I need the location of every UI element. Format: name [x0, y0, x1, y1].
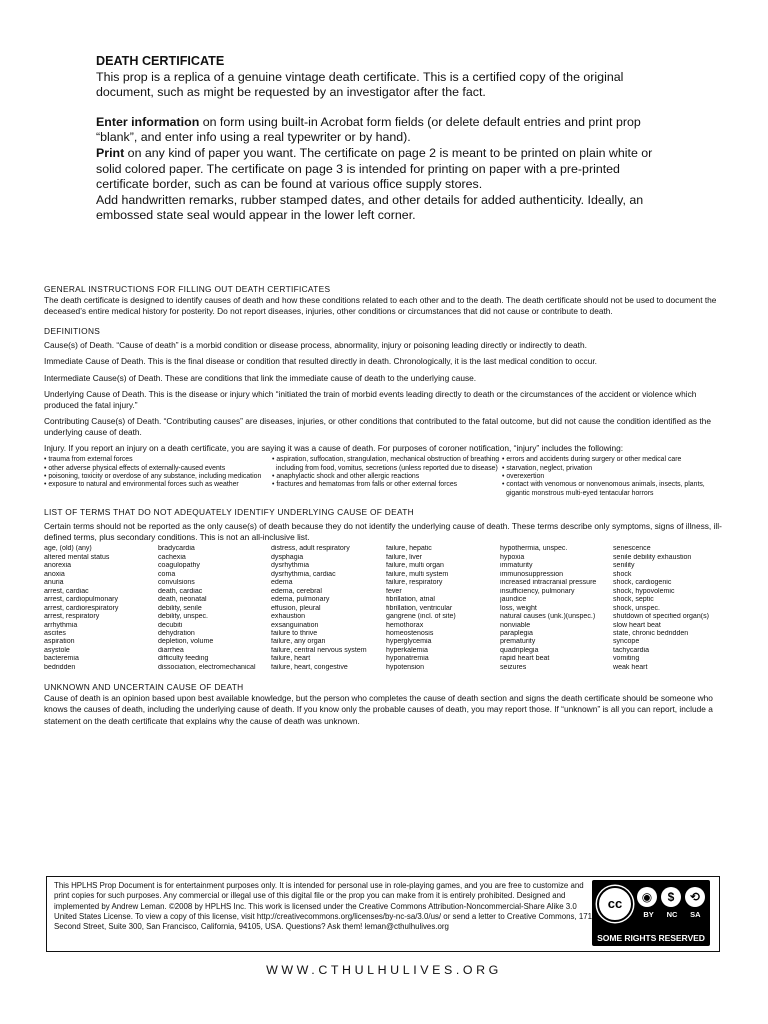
term-item: dissociation, electromechanical — [158, 663, 256, 671]
unknown-text: Cause of death is an opinion based upon best available knowledge, but the person who completes the cause of death section and signs the death certificate should be someone who knows the causes of death, including the underlying cause of death. If you know only the probable causes of death, you may report those. If “unknown” is all you can report, include a statement on the death certificate that explains why the cause of death was unknown. — [44, 693, 713, 726]
term-item: altered mental status — [44, 553, 110, 561]
term-item: senility — [613, 562, 635, 570]
term-item: bedridden — [44, 663, 76, 671]
term-item: bacteremia — [44, 655, 79, 663]
terms-heading: LIST OF TERMS THAT DO NOT ADEQUATELY IDENTIFY UNDERLYING CAUSE OF DEATH — [44, 507, 414, 518]
term-item: dysrhythmia — [271, 562, 309, 570]
enter-label: Enter information — [96, 114, 200, 129]
term-item: rapid heart beat — [500, 655, 550, 663]
term-item: paraplegia — [500, 629, 533, 637]
print-label: Print — [96, 145, 125, 160]
term-item: failure, central nervous system — [271, 646, 367, 654]
term-item: age, (old) (any) — [44, 545, 92, 553]
term-item: shock, hypovolemic — [613, 587, 675, 595]
general-heading: GENERAL INSTRUCTIONS FOR FILLING OUT DEATH CERTIFICATES — [44, 284, 331, 294]
terms-column — [500, 545, 613, 672]
term-item: hypothermia, unspec. — [500, 545, 568, 553]
term-item: state, chronic bedridden — [613, 629, 689, 637]
term-item: bradycardia — [158, 545, 195, 553]
term-item: convulsions — [158, 579, 195, 587]
term-item: death, neonatal — [158, 596, 207, 604]
definition-item: Contributing Cause(s) of Death. “Contributing causes” are diseases, injuries, or other conditions that contributed to the fatal outcome, but did not cause the condition identified as the underlying cause of death. — [44, 415, 711, 437]
by-label: BY — [643, 910, 654, 919]
term-item: arrest, respiratory — [44, 613, 100, 621]
creative-commons-badge[interactable] — [592, 880, 710, 946]
term-item: failure to thrive — [271, 629, 318, 637]
term-item: edema — [271, 579, 293, 587]
term-item: debility, senile — [158, 604, 202, 612]
injury-bullet: • poisoning, toxicity or overdose of any substance, including medication — [44, 472, 262, 480]
term-item: syncope — [613, 638, 640, 646]
term-item: arrest, cardiorespiratory — [44, 604, 119, 612]
term-item: slow heart beat — [613, 621, 661, 629]
terms-column — [158, 545, 271, 672]
term-item: shock, unspec. — [613, 604, 661, 612]
term-item: failure, multi organ — [386, 562, 444, 570]
term-item: anuria — [44, 579, 64, 587]
terms-column — [386, 545, 500, 672]
injury-bullet: • trauma from external forces — [44, 456, 133, 464]
term-item: prematurity — [500, 638, 536, 646]
term-item: shock, cardiogenic — [613, 579, 672, 587]
terms-column — [613, 545, 724, 672]
injury-bullet: • contact with venomous or nonvenomous animals, insects, plants, gigantic monstrous multi-eyed tentacular horrors — [502, 481, 705, 497]
term-item: fever — [386, 587, 402, 595]
term-item: hemothorax — [386, 621, 424, 629]
sa-label: SA — [690, 910, 701, 919]
term-item: arrest, cardiopulmonary — [44, 596, 119, 604]
term-item: senile debility exhaustion — [613, 553, 692, 561]
definition-item: Cause(s) of Death. “Cause of death” is a morbid condition or disease process, abnormality, injury or poisoning leading directly or indirectly to death. — [44, 340, 587, 351]
term-item: senescence — [613, 545, 651, 553]
term-item: difficulty feeding — [158, 655, 209, 663]
intro-section — [96, 54, 676, 224]
term-item: hyperkalemia — [386, 646, 428, 654]
term-item: increased intracranial pressure — [500, 579, 597, 587]
term-item: debility, unspec. — [158, 613, 209, 621]
general-text: The death certificate is designed to identify causes of death and how these conditions related to each other and to the death. The death certificate should not be used to document the deceased’s entire medical history for posterity. Do not report diseases, injuries, other conditions or circumstances that did not cause or contribute to death. — [44, 295, 717, 317]
term-item: arrest, cardiac — [44, 587, 89, 595]
term-item: quadriplegia — [500, 646, 539, 654]
term-item: failure, heart — [271, 655, 311, 663]
term-item: asystole — [44, 646, 70, 654]
unknown-heading: UNKNOWN AND UNCERTAIN CAUSE OF DEATH — [44, 682, 244, 693]
attribution-icon: ◉ — [637, 887, 657, 907]
term-item: weak heart — [613, 663, 648, 671]
term-item: effusion, pleural — [271, 604, 321, 612]
term-item: nonviable — [500, 621, 531, 629]
term-item: dysphagia — [271, 553, 304, 561]
term-item: failure, any organ — [271, 638, 326, 646]
term-item: fibrillation, ventricular — [386, 604, 453, 612]
term-item: anoxia — [44, 570, 65, 578]
term-item: loss, weight — [500, 604, 537, 612]
injury-bullet: • errors and accidents during surgery or other medical care — [502, 456, 682, 464]
term-item: failure, liver — [386, 553, 423, 561]
term-item: edema, pulmonary — [271, 596, 330, 604]
term-item: shutdown of specified organ(s) — [613, 613, 709, 621]
terms-list — [44, 545, 724, 672]
term-item: decubiti — [158, 621, 183, 629]
term-item: shock, septic — [613, 596, 654, 604]
term-item: cachexia — [158, 553, 186, 561]
enter-instructions — [96, 115, 676, 146]
definitions-heading: DEFINITIONS — [44, 326, 101, 337]
injury-column — [272, 456, 502, 498]
term-item: tachycardia — [613, 646, 650, 654]
definition-item: Immediate Cause of Death. This is the final disease or condition that resulted directly in death. Chronologically, it is the last medical condition to occur. — [44, 356, 597, 367]
term-item: failure, hepatic — [386, 545, 432, 553]
term-item: dehydration — [158, 629, 195, 637]
term-item: failure, respiratory — [386, 579, 443, 587]
some-rights-reserved: SOME RIGHTS RESERVED — [597, 933, 705, 943]
injury-column — [502, 456, 724, 498]
terms-column — [44, 545, 158, 672]
term-item: failure, multi system — [386, 570, 449, 578]
term-item: hyponatremia — [386, 655, 429, 663]
injury-bullet: • starvation, neglect, privation — [502, 464, 593, 472]
injury-bullet: • other adverse physical effects of externally-caused events — [44, 464, 226, 472]
term-item: hypoxia — [500, 553, 525, 561]
injury-bullet: • exposure to natural and environmental forces such as weather — [44, 481, 239, 489]
term-item: homeostenosis — [386, 629, 434, 637]
noncommercial-icon: $ — [661, 887, 681, 907]
term-item: natural causes (unk.)(unspec.) — [500, 613, 596, 621]
term-item: death, cardiac — [158, 587, 203, 595]
document-title: DEATH CERTIFICATE — [96, 54, 225, 68]
term-item: arrhythmia — [44, 621, 78, 629]
term-item: shock — [613, 570, 632, 578]
cc-logo-icon: cc — [597, 886, 633, 922]
definition-item: Intermediate Cause(s) of Death. These are conditions that link the immediate cause of death to the underlying cause. — [44, 372, 477, 383]
instructions-body — [44, 284, 724, 727]
term-item: failure, heart, congestive — [271, 663, 348, 671]
term-item: gangrene (incl. of site) — [386, 613, 456, 621]
term-item: anorexia — [44, 562, 72, 570]
definition-item: Underlying Cause of Death. This is the disease or injury which “initiated the train of morbid events leading directly to death or the circumstances of the accident or violence which produced the fatal injury.” — [44, 388, 697, 410]
enter-text: on form using built-in Acrobat form fields (or delete default entries and print prop “blank”, and enter info using a real typewriter or by hand). — [96, 114, 641, 145]
term-item: immunosuppression — [500, 570, 564, 578]
term-item: coagulopathy — [158, 562, 200, 570]
injury-column — [44, 456, 272, 498]
website-url[interactable]: WWW.CTHULHULIVES.ORG — [266, 963, 502, 977]
term-item: ascites — [44, 629, 66, 637]
term-item: immaturity — [500, 562, 533, 570]
injury-bullets — [44, 456, 724, 498]
print-text: on any kind of paper you want. The certificate on page 2 is meant to be printed on plain white or solid colored paper. The certificate on page 3 is intended for printing on paper with a pre-printed certificate border, such as can be found at various office supply stores. — [96, 145, 653, 192]
term-item: fibrillation, atrial — [386, 596, 435, 604]
terms-intro: Certain terms should not be reported as the only cause(s) of death because they do not identify the underlying cause of death. These terms describe only symptoms, signs of illness, ill-defined terms, plus secondary conditions. This is not an all-inclusive list. — [44, 521, 722, 543]
injury-bullet: • fractures and hematomas from falls or other external forces — [272, 481, 458, 489]
term-item: distress, adult respiratory — [271, 545, 350, 553]
term-item: diarrhea — [158, 646, 184, 654]
term-item: vomiting — [613, 655, 640, 663]
term-item: hyperglycemia — [386, 638, 432, 646]
print-instructions — [96, 146, 676, 193]
term-item: jaundice — [500, 596, 527, 604]
intro-description: This prop is a replica of a genuine vintage death certificate. This is a certified copy of the original document, such as might be requested by an investigator after the fact. — [96, 69, 624, 100]
injury-bullet: • overexertion — [502, 472, 545, 480]
term-item: depletion, volume — [158, 638, 214, 646]
license-terms — [637, 910, 707, 919]
term-item: dysrhythmia, cardiac — [271, 570, 336, 578]
terms-column — [271, 545, 386, 672]
term-item: coma — [158, 570, 176, 578]
nc-label: NC — [666, 910, 678, 919]
sharealike-icon: ⟲ — [685, 887, 705, 907]
term-item: aspiration — [44, 638, 75, 646]
term-item: hypotension — [386, 663, 425, 671]
definition-item: Injury. If you report an injury on a death certificate, you are saying it was a cause of death. For purposes of coroner notification, “injury” includes the following: — [44, 443, 624, 454]
injury-bullet: • aspiration, suffocation, strangulation, mechanical obstruction of breathing including from food, vomitus, secretions (unless reported due to disease) — [272, 456, 500, 472]
injury-bullet: • anaphylactic shock and other allergic reactions — [272, 472, 420, 480]
term-item: exhaustion — [271, 613, 306, 621]
term-item: edema, cerebral — [271, 587, 322, 595]
license-text: This HPLHS Prop Document is for entertainment purposes only. It is intended for personal use in role-playing games, and you are free to customize and print copies for such purposes. Any commercial or illegal use of this digital file or the prop you can make from it is entirely prohibited. Designed and implemented by Andrew Leman. ©2008 by HPLHS Inc. This work is licensed under the Creative Commons Attribution-Noncommercial-Share Alike 3.0 United States License. To view a copy of this license, visit http://creativecommons.org/licenses/by-nc-sa/3.0/us/ or send a letter to Creative Commons, 171 Second Street, Suite 300, San Francisco, California, 94105, USA. Questions? Ask them! leman@cthulhulives.org — [54, 881, 592, 932]
term-item: seizures — [500, 663, 527, 671]
handwritten-instructions: Add handwritten remarks, rubber stamped dates, and other details for added authenticity. Ideally, an embossed state seal would appear in the lower left corner. — [96, 192, 644, 223]
term-item: exsanguination — [271, 621, 319, 629]
term-item: insufficiency, pulmonary — [500, 587, 575, 595]
